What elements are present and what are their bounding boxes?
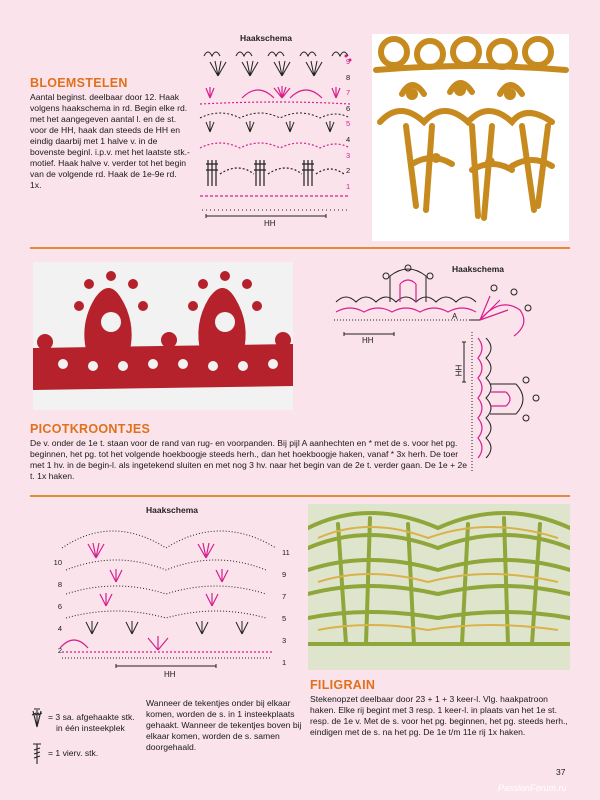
divider-2 bbox=[30, 495, 570, 497]
row-number: 3 bbox=[346, 150, 351, 160]
legend-quad-stitch-symbol bbox=[30, 740, 44, 766]
legend-line: = 1 vierv. stk. bbox=[48, 748, 99, 758]
row-number: 7 bbox=[282, 592, 287, 601]
section2-body: De v. onder de 1e t. staan voor de rand van rug- en voorpanden. Bij pijl A aanhechten en * met de s. voor het pg. beginnen, het pg. tot het volgende hoekboogje steeds herh., dan het hoekboogje haken, vanaf * 3x herh. De toer met 1 hv. in de begin-l. als ingetekend sluiten en met nog 3 hv. naar het begin van de 2e t. verder gaan. De 1e + 2e t. 1x haken. bbox=[30, 438, 468, 481]
section3-schema-title: Haakschema bbox=[146, 505, 198, 515]
row-number: 11 bbox=[282, 548, 290, 557]
row-number: 8 bbox=[346, 72, 351, 82]
row-number: 10 bbox=[53, 558, 62, 567]
legend-item-quad-stitch bbox=[48, 748, 98, 759]
section3-row-numbers-right bbox=[282, 542, 296, 674]
row-number: 2 bbox=[57, 646, 62, 655]
page-number: 37 bbox=[556, 767, 566, 777]
section1-body: Aantal beginst. deelbaar door 12. Haak volgens haakschema in rd. Begin elke rd. met het aangegeven aantal l. en de st. voor de HH, haak dan steeds de HH en eindig daarbij met 1 halve v. in de bovenste beginl. i.p.v. met het laatste stk.-motief. Haak halve v. verder tot het begin van de volgende rd. Haak de 1e-9e rd. 1x. bbox=[30, 92, 190, 190]
section1-heading: BLOEMSTELEN bbox=[30, 76, 128, 90]
section3-hh-label: HH bbox=[164, 670, 176, 679]
row-number: 6 bbox=[57, 602, 62, 611]
section3-row-numbers-left bbox=[48, 552, 62, 662]
divider-1 bbox=[30, 247, 570, 249]
section3-photo-green-lace bbox=[308, 504, 570, 670]
legend-item-cluster bbox=[48, 712, 135, 734]
row-number: 2 bbox=[346, 166, 351, 176]
section2-hh-label: HH bbox=[362, 336, 374, 345]
row-number: 1 bbox=[346, 181, 351, 191]
section2-photo-red-lace bbox=[33, 262, 293, 410]
section3-body: Stekenopzet deelbaar door 23 + 1 + 3 keer-l. Vlg. haakpatroon haken. Elke rij begint met 3 resp. 1 keer-l. in plaats van het 1e st. resp. de 1e v. Met de s. voor het pg. beginnen, het pg. steeds herh., eindigen met de s. na het pg. De 1e t/m 11e rij 1x haken. bbox=[310, 694, 568, 737]
watermark: PassionForum.ru bbox=[498, 783, 567, 793]
row-number: 6 bbox=[346, 103, 351, 113]
section2-heading: PICOTKROONTJES bbox=[30, 422, 151, 436]
section3-crochet-chart bbox=[56, 518, 282, 670]
section1-crochet-chart bbox=[196, 46, 360, 232]
legend-line: in één insteekplek bbox=[56, 723, 125, 733]
section2-arrow-label: A bbox=[452, 312, 458, 321]
legend-line: = 3 sa. afgehaakte stk. bbox=[48, 712, 135, 722]
row-number: 9 bbox=[346, 57, 351, 66]
section1-hh-label: HH bbox=[264, 219, 276, 228]
row-number: 9 bbox=[282, 570, 287, 579]
row-number: 8 bbox=[57, 580, 62, 589]
row-number: 7 bbox=[346, 88, 351, 98]
row-number: 4 bbox=[346, 134, 351, 144]
section1-row-numbers bbox=[346, 54, 360, 194]
row-number: 4 bbox=[57, 624, 62, 633]
row-number: 5 bbox=[282, 614, 287, 623]
section3-heading: FILIGRAIN bbox=[310, 678, 376, 692]
row-number: 1 bbox=[282, 658, 287, 667]
section1-schema-title: Haakschema bbox=[240, 33, 292, 43]
legend-cluster-symbol bbox=[30, 705, 44, 729]
section2-schema-title: Haakschema bbox=[452, 264, 504, 274]
row-number: 3 bbox=[282, 636, 287, 645]
section3-note: Wanneer de tekentjes onder bij elkaar komen, worden de s. in 1 insteekplaats gehaakt. Wanneer de tekentjes boven bij elkaar komen, worden de s. samen doorgehaald. bbox=[146, 698, 302, 752]
section1-photo-mustard-lace bbox=[372, 34, 569, 241]
row-number: 5 bbox=[346, 119, 351, 129]
section2-hh-label-vertical: HH bbox=[453, 364, 463, 377]
